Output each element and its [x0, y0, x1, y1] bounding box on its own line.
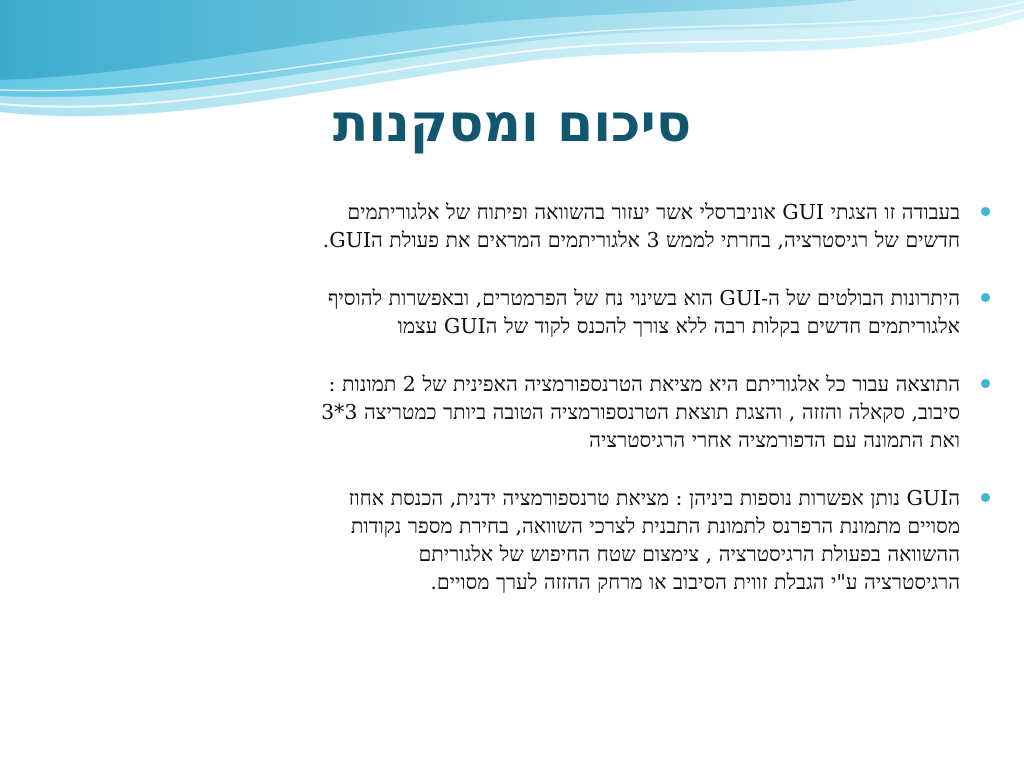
bullet-line: אלגוריתמים חדשים בקלות רבה ללא צורך להכנס לקוד של הGUI עצמו	[397, 314, 960, 338]
bullet-item	[30, 284, 992, 340]
bullet-line: היתרונות הבולטים של ה-GUI הוא בשינוי נח של הפרמטרים, ובאפשרות להוסיף	[327, 286, 960, 310]
bullet-list	[30, 198, 992, 596]
bullet-line: הGUI נותן אפשרות נוספות ביניהן : מציאת טרנספורמציה ידנית, הכנסת אחוז	[348, 486, 960, 510]
bullet-item	[30, 370, 992, 454]
bullet-dot-icon	[981, 293, 990, 302]
bullet-line: ואת התמונה עם הדפורמציה אחרי הרגיסטרציה	[589, 428, 960, 452]
bullet-line: מסויים מתמונת הרפרנס לתמונת התבנית לצרכי השוואה, בחירת מספר נקודות	[350, 514, 960, 538]
bullet-dot-icon	[981, 493, 990, 502]
slide-title: סיכום ומסקנות	[332, 94, 692, 154]
bullet-item	[30, 198, 992, 254]
bullet-item	[30, 484, 992, 596]
bullet-dot-icon	[981, 207, 990, 216]
bullet-line: הרגיסטרציה ע"י הגבלת זווית הסיבוב או מרחק ההזזה לערך מסויים.	[430, 570, 960, 594]
bullet-line: חדשים של רגיסטרציה, בחרתי לממש 3 אלגוריתמים המראים את פעולת הGUI.	[322, 228, 960, 252]
bullet-line: ההשוואה בפעולת הרגיסטרציה , צימצום שטח החיפוש של אלגוריתם	[418, 542, 960, 566]
bullet-line: בעבודה זו הצגתי GUI אוניברסלי אשר יעזור בהשוואה ופיתוח של אלגוריתמים	[347, 200, 960, 224]
bullet-line: התוצאה עבור כל אלגוריתם היא מציאת הטרנספורמציה האפינית של 2 תמונות :	[328, 372, 960, 396]
bullet-dot-icon	[981, 379, 990, 388]
bullet-line: סיבוב, סקאלה והזזה , והצגת תוצאת הטרנספורמציה הטובה ביותר כמטריצה 3*3	[321, 400, 960, 424]
